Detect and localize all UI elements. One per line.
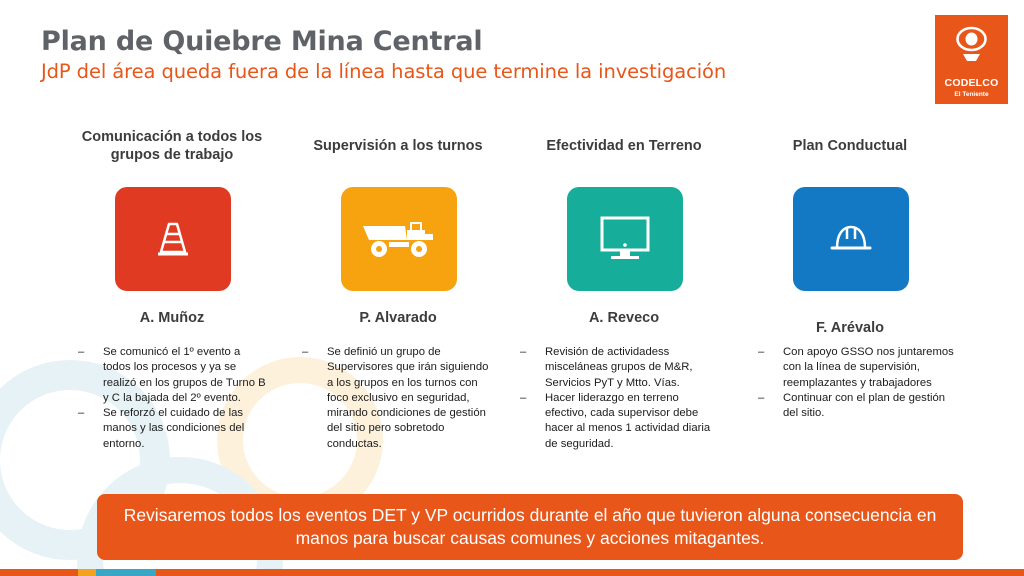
list-item: – Se definió un grupo de Supervisores que irán siguiendo a los grupos en los turnos con foco exclusivo en seguridad, mirando condiciones de gestión del sitio pero sobretodo conductas.	[302, 345, 492, 452]
logo-name: CODELCO	[944, 77, 999, 89]
list-item: – Continuar con el plan de gestión del sitio.	[758, 391, 958, 422]
bullet-list	[302, 345, 492, 452]
column-owner: A. Muñoz	[139, 310, 205, 326]
list-item: – Con apoyo GSSO nos juntaremos con la línea de supervisión, reemplazantes y trabajadores	[758, 345, 958, 391]
list-item: – Hacer liderazgo en terreno efectivo, cada supervisor debe hacer al menos 1 actividad diaria de seguridad.	[520, 391, 720, 452]
column-heading: Plan Conductual	[792, 138, 908, 154]
bar-segment	[0, 569, 78, 576]
mining-truck-icon	[361, 218, 437, 260]
list-item: – Se reforzó el cuidado de las manos y las condiciones del entorno.	[78, 406, 268, 452]
page-subtitle: JdP del área queda fuera de la línea hasta que termine la investigación	[41, 60, 727, 83]
icon-tile-teal	[567, 187, 683, 291]
bullet-list	[520, 345, 720, 452]
column-owner: F. Arévalo	[816, 320, 884, 336]
list-item: – Se comunicó el 1º evento a todos los procesos y ya se realizó en los grupos de Turno B y C la bajada del 2º evento.	[78, 345, 268, 406]
conclusion-banner	[97, 494, 963, 560]
bar-segment	[156, 569, 1024, 576]
icon-tile-yellow	[341, 187, 457, 291]
page-title: Plan de Quiebre Mina Central	[41, 26, 483, 57]
monitor-icon	[599, 215, 651, 263]
column-heading: Efectividad en Terreno	[546, 138, 702, 154]
codelco-logo	[935, 15, 1008, 104]
icon-tile-red	[115, 187, 231, 291]
bar-segment	[78, 569, 96, 576]
traffic-cone-icon	[156, 220, 190, 258]
codelco-emblem-icon	[956, 25, 987, 73]
bullet-list	[758, 345, 958, 421]
column-owner: A. Reveco	[588, 310, 660, 326]
column-owner: P. Alvarado	[359, 310, 437, 326]
bottom-color-bar	[0, 569, 1024, 576]
list-item: – Revisión de actividadess misceláneas grupos de M&R, Servicios PyT y Mtto. Vías.	[520, 345, 720, 391]
column-heading: Supervisión a los turnos	[313, 138, 483, 154]
bullet-list	[78, 345, 268, 452]
logo-division: El Teniente	[954, 91, 989, 98]
banner-text: Revisaremos todos los eventos DET y VP ocurridos durante el año que tuvieron alguna consecuencia en manos para buscar causas comunes y acciones mitagantes.	[123, 505, 937, 548]
column-heading: Comunicación a todos los grupos de trabajo	[81, 129, 263, 163]
icon-tile-blue	[793, 187, 909, 291]
hard-hat-icon	[829, 222, 873, 256]
bar-segment	[96, 569, 156, 576]
